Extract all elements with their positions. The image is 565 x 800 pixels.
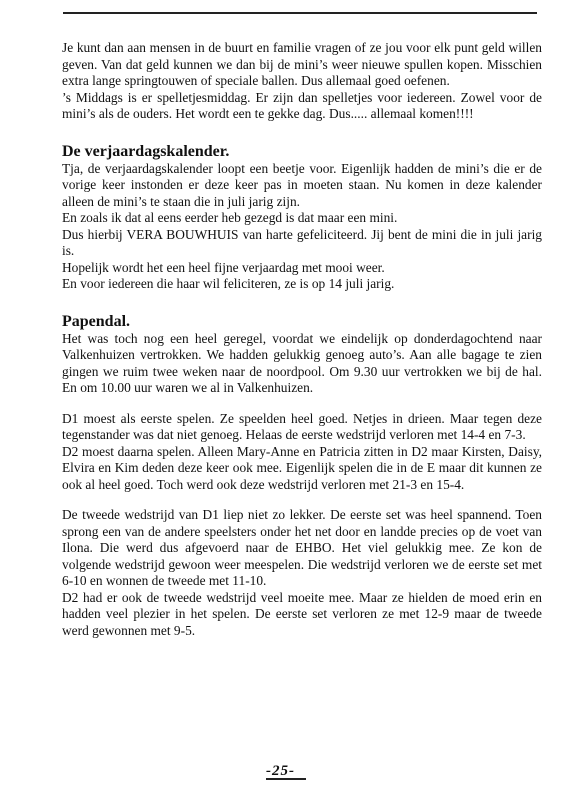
paragraph-papendal-1: Het was toch nog een heel geregel, voordat we eindelijk op donderdagochtend naar Valkenhuizen vertrokken. We hadden gelukkig genoeg auto’s. Aan alle bagage te zien gingen we ruim twee weken naar de noordpool. Om 9.30 uur vertrokken we bij de hal. En om 10.00 uur waren we al in Valkenhuizen. bbox=[62, 330, 542, 395]
paragraph-papendal-3: D2 moest daarna spelen. Alleen Mary-Anne en Patricia zitten in D2 maar Kirsten, Daisy, Elvira en Kim deden deze keer ook mee. Eigenlijk spelen die in de E maar dit kunnen ze ook al heel goed. Toch werd ook deze wedstrijd verloren met 21-3 en 15-4. bbox=[62, 443, 542, 492]
paragraph-papendal-2: D1 moest als eerste spelen. Ze speelden heel goed. Netjes in drieen. Maar tegen deze tegenstander was dat niet genoeg. Helaas de eerste wedstrijd verloren met 14-4 en 7-3. bbox=[62, 410, 542, 442]
paragraph-papendal-5: D2 had er ook de tweede wedstrijd veel moeite mee. Maar ze hielden de moed erin en hadden veel plezier in het spelen. De eerste set verloren ze met 12-9 maar de tweede werd gewonnen met 9-5. bbox=[62, 589, 542, 638]
paragraph-intro-1: Je kunt dan aan mensen in de buurt en familie vragen of ze jou voor elk punt geld willen geven. Van dat geld kunnen we dan bij de mini’s weer nieuwe spullen kopen. Misschien extra lange springtouwen of speciale ballen. Dus allemaal goed oefenen. bbox=[62, 40, 542, 88]
heading-papendal: Papendal. bbox=[62, 312, 131, 330]
paragraph-birthday-5: En voor iedereen die haar wil feliciteren, ze is op 14 juli jarig. bbox=[62, 276, 395, 291]
paragraph-papendal-4: De tweede wedstrijd van D1 liep niet zo lekker. De eerste set was heel spannend. Toen sprong een van de andere speelsters onder het net door en landde precies op de voet van Ilona. Die werd dus afgevoerd naar de EHBO. Het viel gelukkig mee. Ze kon de volgende wedstrijd gewoon weer meespelen. Die wedstrijd verloren we de eerste set met 6-10 en wonnen de tweede met 11-10. bbox=[62, 507, 542, 588]
paragraph-birthday-4: Hopelijk wordt het een heel fijne verjaardag met mooi weer. bbox=[62, 259, 385, 275]
heading-birthday-calendar: De verjaardagskalender. bbox=[62, 142, 230, 160]
header-rule bbox=[63, 12, 537, 14]
paragraph-intro-2: ’s Middags is er spelletjesmiddag. Er zijn dan spelletjes voor iedereen. Zowel voor de mini’s als de ouders. Het wordt een te gekke dag. Dus..... allemaal komen!!!! bbox=[62, 89, 542, 121]
page-number bbox=[266, 763, 306, 780]
page-body bbox=[62, 40, 542, 639]
paragraph-birthday-3: Dus hierbij VERA BOUWHUIS van harte gefeliciteerd. Jij bent de mini die in juli jarig is. bbox=[62, 226, 542, 258]
paragraph-birthday-2: En zoals ik dat al eens eerder heb gezegd is dat maar een mini. bbox=[62, 210, 398, 225]
page-number-text: -25- bbox=[266, 763, 295, 779]
paragraph-birthday-1: Tja, de verjaardagskalender loopt een beetje voor. Eigenlijk hadden de mini’s die er de vorige keer instonden er deze keer pas in moeten staan. Nu komen in deze kalender alleen de mini’s te staan die in juli jarig zijn. bbox=[62, 160, 542, 209]
